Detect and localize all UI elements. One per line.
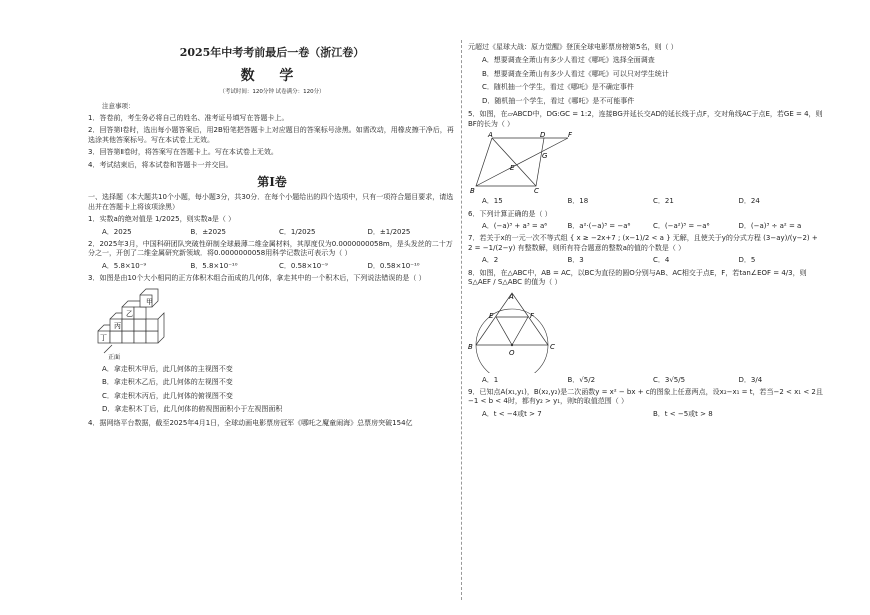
question-4-continued: 元超过《星球大战：原力觉醒》登顶全球电影票房榜第5名，则（ ）: [468, 43, 678, 51]
label-front: 正面: [108, 353, 121, 361]
option: B．a²·(−a)³ = −a⁶: [567, 221, 631, 230]
label-yi: 乙: [126, 309, 133, 318]
point-C: C: [534, 187, 539, 195]
question-5: 5．如图，在▱ABCD中，DG:GC = 1:2，连接BG并延长交AD的延长线于点F，交对角线AC于点E，若GE = 4，则BF的长为（ ）: [468, 110, 823, 128]
option: B．±2025: [190, 227, 226, 236]
option: C．1/2025: [279, 227, 316, 236]
option: B．t < −5或t > 8: [653, 409, 713, 418]
option: C．0.58×10⁻⁹: [279, 261, 328, 270]
label-bing: 丙: [114, 321, 121, 330]
question-7: 7．若关于x的一元一次不等式组 { x ≥ −2x+7 ; (x−1)/2 < a } 无解，且使关于y的分式方程 (3−ay)/(y−2) + 2 = −1/(2−y) 有整数解，则所有符合题意的整数a的值的个数是（ ）: [468, 234, 818, 252]
option: C．4: [653, 256, 670, 265]
point-E: E: [489, 311, 494, 320]
option: B．18: [567, 197, 589, 206]
section-intro: 一、选择题（本大题共10个小题，每小题3分，共30分．在每个小题给出的四个选项中，只有一项符合题目要求，请选出并在答题卡上将该项涂黑）: [88, 193, 454, 211]
option: A．t < −4或t > 7: [482, 409, 542, 418]
cube-stack-figure: [88, 287, 198, 361]
exam-info: （考试时间：120分钟 试卷满分：120分）: [219, 88, 325, 95]
volume-heading: 第Ⅰ卷: [257, 175, 287, 190]
point-G: G: [542, 152, 548, 161]
option: A．15: [482, 197, 503, 206]
question-9-options: [468, 410, 824, 419]
question-3-option-d: D．拿走积木丁后，此几何体的俯视图面积小于左视图面积: [102, 405, 283, 414]
option: C．21: [653, 197, 674, 206]
point-B: B: [470, 187, 475, 195]
question-4-start: 4．据网络平台数据，截至2025年4月1日，全球动画电影票房冠军《哪吒之魔童闹海》总票房突破154亿: [88, 418, 413, 427]
option: B．3: [567, 256, 584, 265]
question-1: 1．实数a的绝对值是 1/2025，则实数a是（ ）: [88, 215, 236, 224]
question-3: 3．如图是由10个大小相同的正方体积木组合而成的几何体，拿走其中的一个积木后，下列说法错误的是（ ）: [88, 274, 426, 283]
point-E: E: [510, 164, 515, 173]
right-column: [468, 40, 824, 422]
question-2-options: [88, 262, 456, 271]
notice-title: 注意事项：: [102, 102, 135, 111]
notice-3: 3．回答第Ⅱ卷时，将答案写在答题卡上。写在本试卷上无效。: [88, 148, 278, 157]
option: A．2025: [102, 227, 132, 236]
option: D．0.58×10⁻¹⁰: [367, 261, 420, 270]
option: A．(−a)³ + a³ = a⁶: [482, 221, 548, 230]
label-jia: 甲: [146, 297, 153, 306]
question-3-option-a: A．拿走积木甲后，此几何体的主视图不变: [102, 364, 233, 373]
point-F: F: [568, 132, 573, 140]
question-3-option-c: C．拿走积木丙后，此几何体的俯视图不变: [102, 391, 233, 400]
question-4-option-d: D．随机抽一个学生，看过《哪吒》是不可能事件: [482, 96, 635, 105]
option: A．5.8×10⁻⁹: [102, 261, 147, 270]
option: A．1: [482, 375, 499, 384]
point-D: D: [540, 132, 546, 140]
circle-triangle-figure: [468, 291, 568, 373]
question-4-option-c: C．随机抽一个学生，看过《哪吒》是不确定事件: [482, 83, 634, 92]
question-1-options: [88, 228, 456, 237]
point-F: F: [530, 311, 535, 320]
option: D．3/4: [738, 375, 763, 384]
column-divider: [461, 40, 462, 600]
question-3-option-b: B．拿走积木乙后，此几何体的左视图不变: [102, 378, 233, 387]
option: D．5: [738, 256, 756, 265]
left-column: [88, 40, 456, 431]
question-4-option-b: B．想要调查全萧山有多少人看过《哪吒》可以只对学生统计: [482, 69, 669, 78]
point-B: B: [468, 342, 473, 351]
question-6-options: [468, 222, 824, 231]
point-A: A: [488, 132, 493, 140]
question-8: 8．如图，在△ABC中，AB = AC，以BC为直径的圆O分别与AB、AC相交于点E，F，若tan∠EOF = 4/3，则 S△AEF / S△ABC 的值为（ ）: [468, 268, 807, 287]
question-6: 6．下列计算正确的是（ ）: [468, 209, 552, 218]
question-9: 9．已知点A(x₁,y₁)，B(x₂,y₂)是二次函数y = x² − bx + c的图象上任意两点，设x₂−x₁ = t，若当−2 < x₁ < 2且−1 < b < 4时，都有y₂ > y₁，则t的取值范围（ ）: [468, 388, 823, 406]
parallelogram-figure: [468, 132, 588, 194]
option: C．(−a²)³ = −a⁶: [653, 221, 710, 230]
point-C: C: [550, 342, 555, 351]
option: B．5.8×10⁻¹⁰: [190, 261, 238, 270]
notice-4: 4．考试结束后，将本试卷和答题卡一并交回。: [88, 160, 233, 169]
notice-1: 1．答卷前，考生务必将自己的姓名、准考证号填写在答题卡上。: [88, 113, 289, 122]
question-5-options: [468, 197, 824, 206]
option: D．±1/2025: [367, 227, 411, 236]
notice-2: 2．回答第Ⅰ卷时，选出每小题答案后，用2B铅笔把答题卡上对应题目的答案标号涂黑。如需改动，用橡皮擦干净后，再选涂其他答案标号。写在本试卷上无效。: [88, 126, 454, 144]
question-2: 2．2025年3月，中国科研团队突破性研制全球最薄二维金属材料，其厚度仅为0.0000000058m，是头发丝的二十万分之一，开创了二维金属研究新领域．将0.0000000058用科学记数法可表示为（ ）: [88, 240, 453, 258]
exam-title: 2025年中考考前最后一卷（浙江卷）: [179, 46, 365, 59]
question-7-options: [468, 256, 824, 265]
option: D．(−a)³ ÷ a² = a: [738, 221, 802, 230]
option: A．2: [482, 256, 499, 265]
option: D．24: [738, 197, 760, 206]
option: C．3√5/5: [653, 375, 686, 384]
point-A: A: [509, 292, 514, 301]
question-4-option-a: A．想要调查全萧山有多少人看过《哪吒》选择全面调查: [482, 56, 655, 65]
label-ding: 丁: [100, 333, 107, 342]
front-arrow: [104, 345, 112, 353]
question-8-options: [468, 376, 824, 385]
point-O: O: [509, 348, 515, 357]
subject-title: 数 学: [240, 67, 304, 84]
option: B．√5/2: [567, 375, 596, 384]
